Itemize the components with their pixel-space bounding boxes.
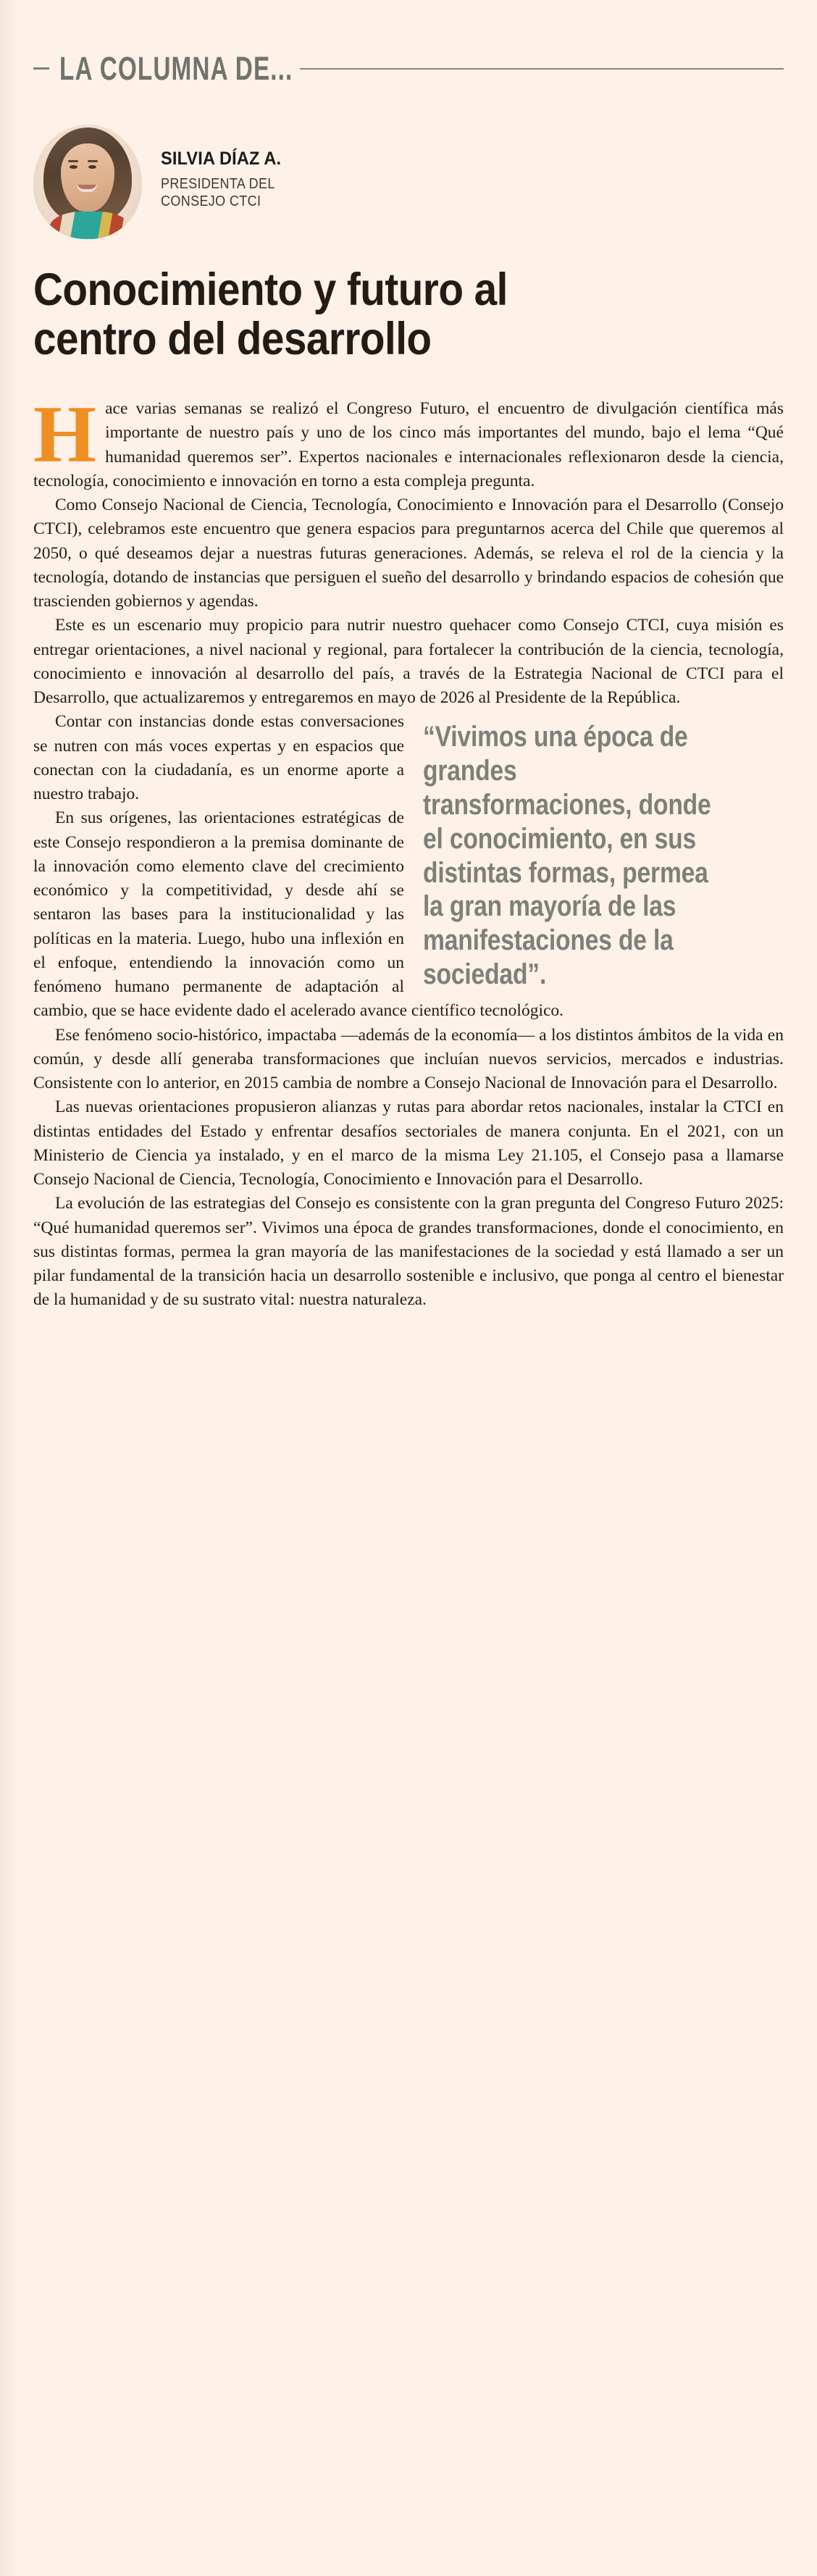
article-paragraph-4: Contar con instancias donde estas conversaciones se nutren con más voces expertas y en espacios que conectan con la ciudadanía, es un enorme aporte a nuestro trabajo.: [33, 712, 404, 804]
byline-text-block: [161, 149, 289, 214]
headline-line-2: centro del desarrollo: [33, 314, 432, 365]
portrait-eye-left: [70, 165, 77, 169]
article-body: [33, 390, 784, 1313]
article-paragraph-8: La evolución de las estrategias del Consejo es consistente con la gran pregunta del Congreso Futuro 2025: “Qué humanidad queremos ser”. Vivimos una época de grandes transformaciones, donde el conocimiento, en sus distintas formas, permea la gran mayoría de las manifestaciones de la sociedad y está llamado a ser un pilar fundamental de la transición hacia un desarrollo sostenible e inclusivo, que ponga al centro el bienestar de la humanidad y de su sustrato vital: nuestra naturaleza.: [33, 1194, 784, 1310]
article-paragraph-6: Ese fenómeno socio-histórico, impactaba —además de la economía— a los distintos ámbitos de la vida en común, y desde allí generaba transformaciones que incluían nuevos servicios, mercados e industrias. Consistente con lo anterior, en 2015 cambia de nombre a Consejo Nacional de Innovación para el Desarrollo.: [33, 1025, 784, 1093]
article-paragraph-2: Como Consejo Nacional de Ciencia, Tecnología, Conocimiento e Innovación para el Desarrollo (Consejo CTCI), celebramos este encuentro que genera espacios para preguntarnos acerca del Chile que queremos al 2050, o qué deseamos dejar a nuestras futuras generaciones. Además, se releva el rol de la ciencia y la tecnología, dotando de instancias que persiguen el sueño del desarrollo y brindando espacios de cohesión que trascienden gobiernos y agendas.: [33, 495, 784, 611]
kicker-label: LA COLUMNA DE...: [59, 49, 293, 87]
portrait-scarf: [49, 212, 130, 239]
article-paragraph-3: Este es un escenario muy propicio para nutrir nuestro quehacer como Consejo CTCI, cuya misión es entregar orientaciones, a nivel nacional y regional, para fortalecer la contribución de la ciencia, tecnología, conocimiento e innovación al desarrollo del país, a través de la Estrategia Nacional de CTCI para el Desarrollo, que actualizaremos y entregaremos en mayo de 2026 al Presidente de la República.: [33, 616, 784, 708]
article-paragraph-7: Las nuevas orientaciones propusieron alianzas y rutas para abordar retos nacionales, instalar la CTCI en distintas entidades del Estado y enfrentar desafíos sectoriales de manera conjunta. En el 2021, con un Ministerio de Ciencia ya instalado, y en el marco de la misma Ley 21.105, el Consejo pasa a llamarse Consejo Nacional de Ciencia, Tecnología, Conocimiento e Innovación para el Desarrollo.: [33, 1097, 784, 1189]
author-portrait: [33, 125, 142, 239]
page-title: [33, 265, 783, 364]
byline: [33, 120, 784, 243]
headline-line-1: Conocimiento y futuro al: [33, 264, 508, 315]
article-paragraph-1: [33, 390, 784, 493]
author-name: SILVIA DÍAZ A.: [161, 149, 282, 170]
kicker-rule-right-icon: [300, 68, 784, 70]
drop-cap: H: [33, 390, 97, 480]
portrait-eye-right: [88, 165, 96, 169]
portrait-brow-left: [68, 160, 78, 162]
article-paragraph-5: En sus orígenes, las orientaciones estratégicas de este Consejo respondieron a la premisa dominante de la innovación como elemento clave del crecimiento económico y la competitividad, y desde ahí se sentaron las bases para la institucionalidad y las políticas en la materia. Luego, hubo una inflexión en el enfoque, entendiendo la innovación como un fenómeno humano permanente de adaptación al cambio, que se hace evidente dado el acelerado avance científico tecnológico.: [33, 808, 564, 1021]
portrait-face: [61, 143, 114, 212]
pull-quote: “Vivimos una época de grandes transformaciones, donde el conocimiento, en sus distintas formas, permea la gran mayoría de las manifestaciones de la sociedad”.: [423, 721, 711, 990]
author-role-line-1: PRESIDENTA DEL: [161, 176, 275, 193]
paragraph-text: ace varias semanas se realizó el Congreso Futuro, el encuentro de divulgación científica más importante de nuestro país y uno de los cinco más importantes del mundo, bajo el lema “Qué humanidad queremos ser”. Expertos nacionales e internacionales reflexionaron desde la ciencia, tecnología, conocimiento e innovación en torno a esta compleja pregunta.: [33, 399, 784, 490]
portrait-brow-right: [88, 160, 98, 162]
kicker-header: [33, 0, 784, 87]
kicker-rule-left-icon: [33, 67, 49, 70]
author-role-line-2: CONSEJO CTCI: [161, 193, 261, 209]
